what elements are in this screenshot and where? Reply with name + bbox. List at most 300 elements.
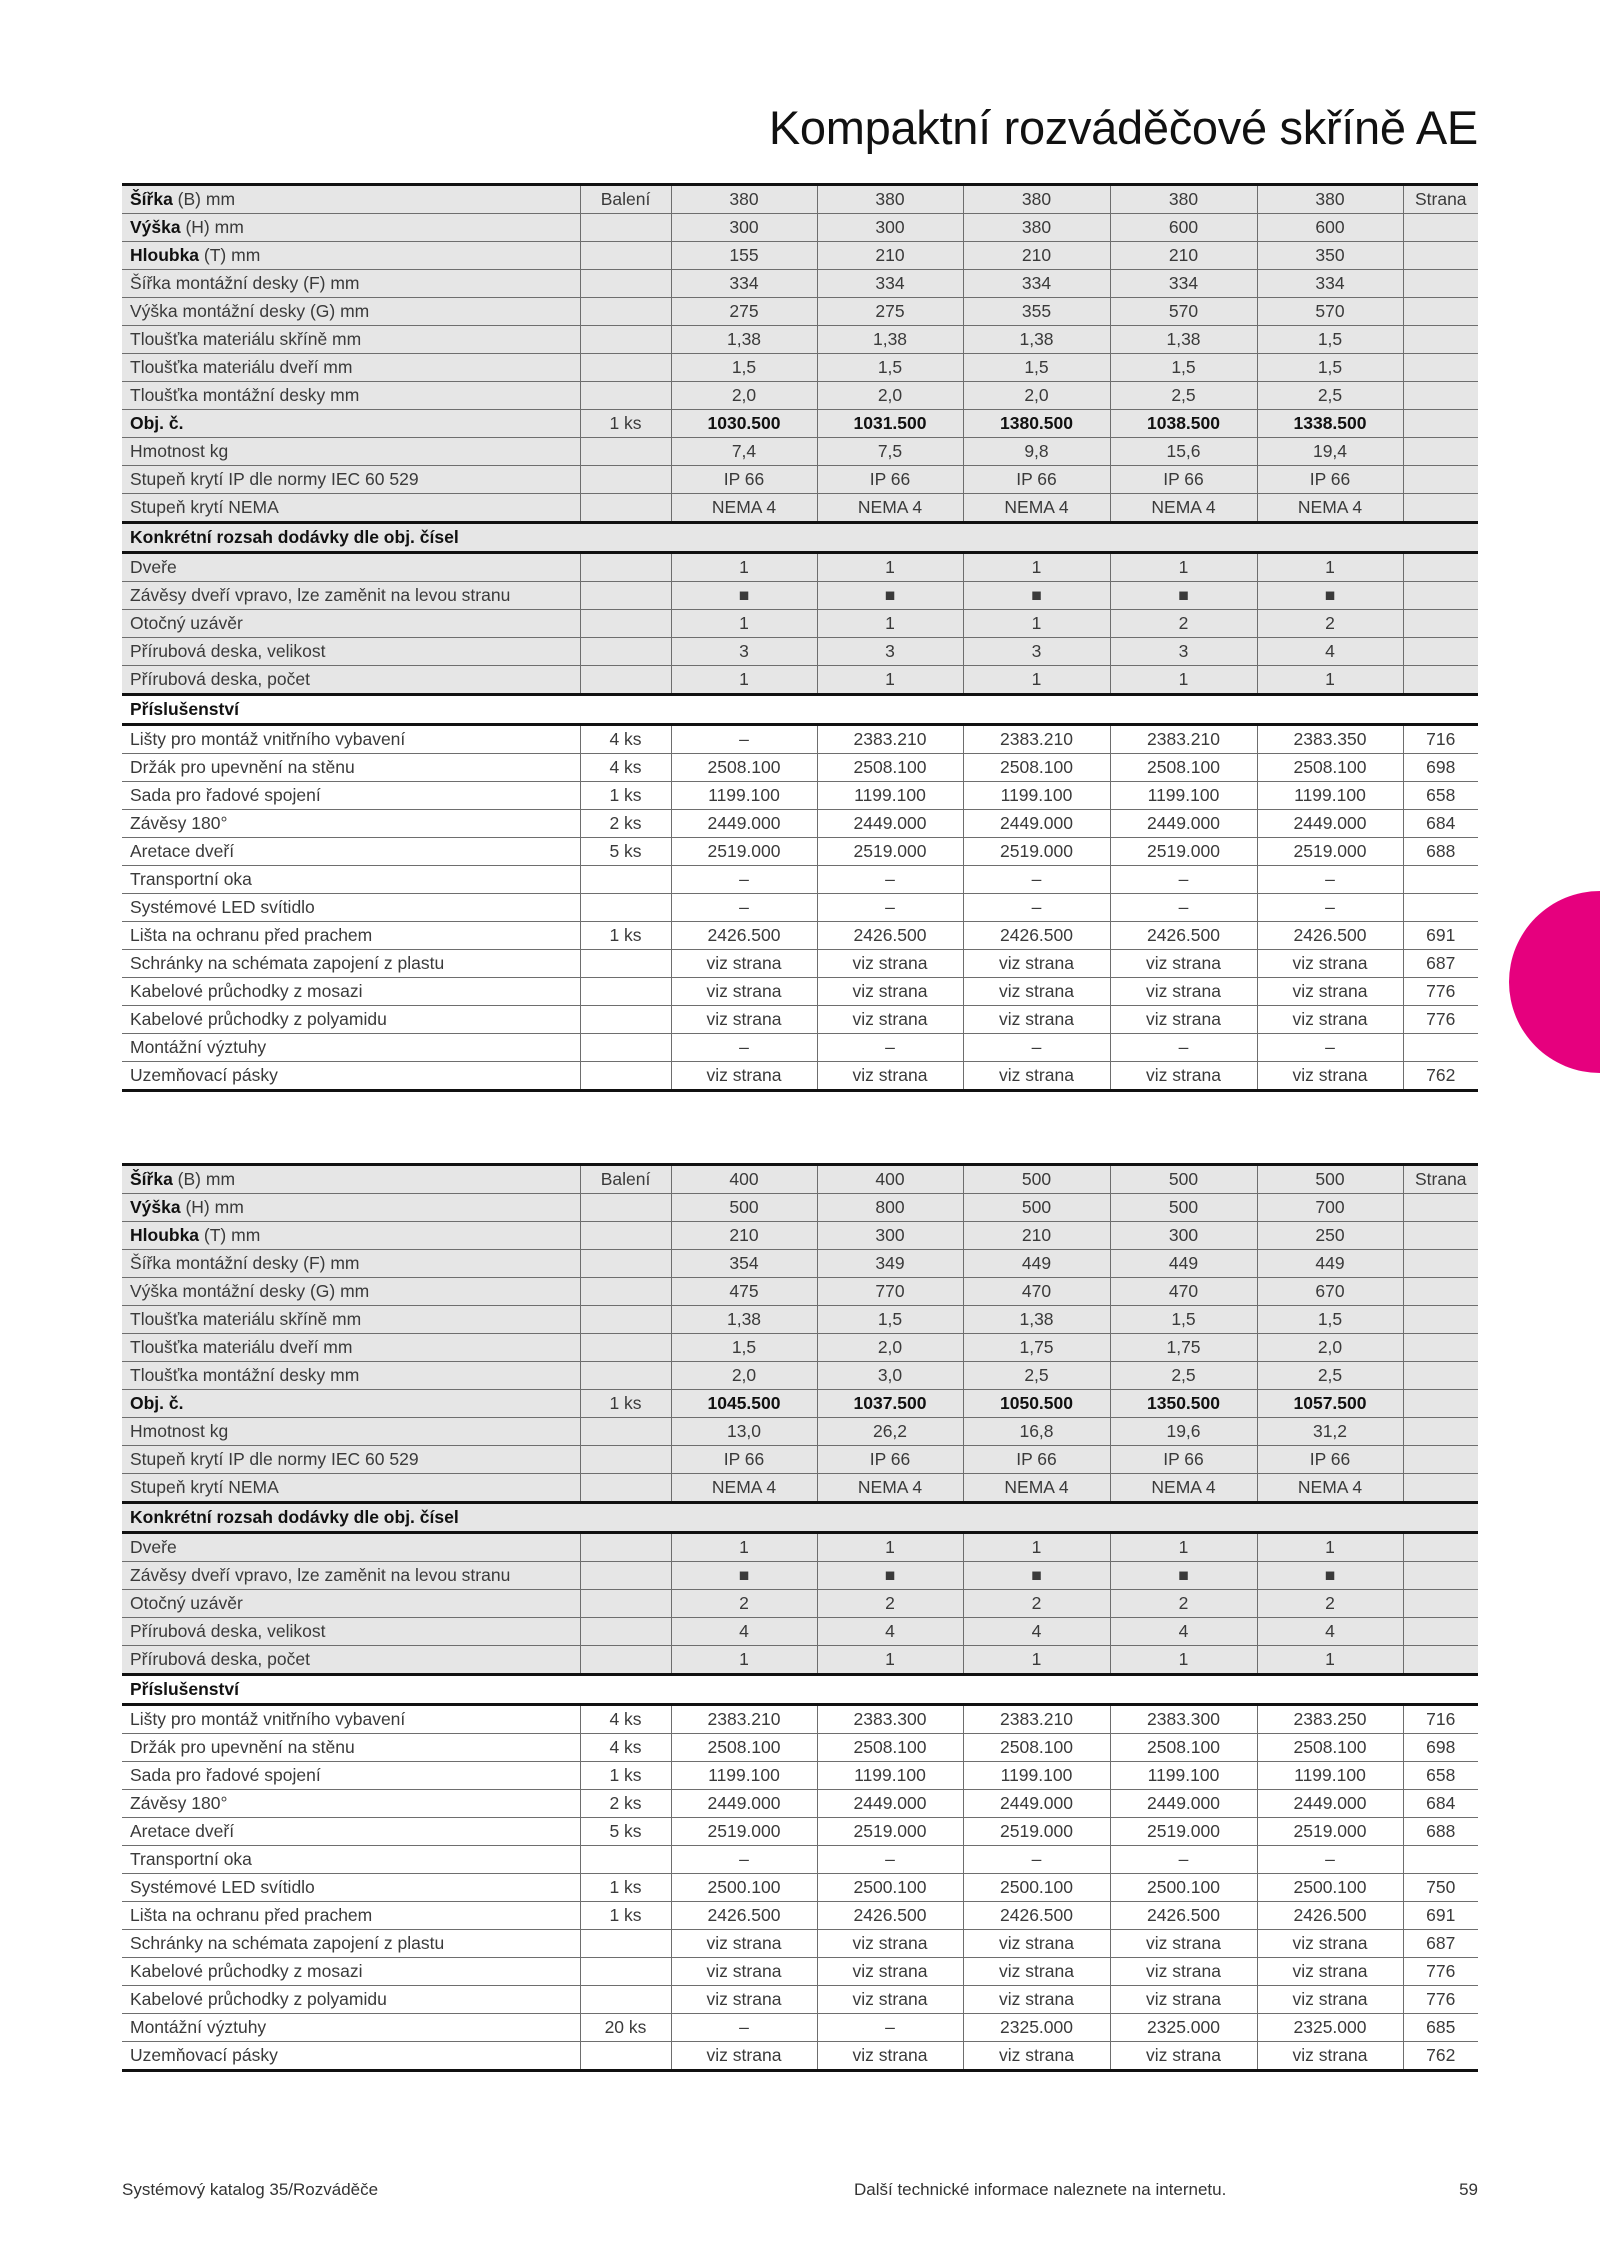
value-cell: viz strana	[817, 1958, 963, 1986]
row-label-text: (B) mm	[172, 189, 236, 209]
value-cell: 2,0	[1257, 1334, 1403, 1362]
page-ref-cell: 684	[1403, 810, 1478, 838]
value-cell: 2449.000	[1110, 810, 1257, 838]
value-cell: 2,5	[1110, 382, 1257, 410]
value-cell: 2426.500	[963, 922, 1110, 950]
row-label-text: Montážní výztuhy	[130, 2017, 267, 2037]
value-cell: 2325.000	[1110, 2014, 1257, 2042]
value-cell: ■	[671, 1562, 817, 1590]
value-cell: 3,0	[817, 1362, 963, 1390]
table-row	[122, 810, 1478, 838]
value-cell: 15,6	[1110, 438, 1257, 466]
value-cell: NEMA 4	[1257, 494, 1403, 523]
row-label-text: Stupeň krytí IP dle normy IEC 60 529	[130, 469, 419, 489]
value-cell: 350	[1257, 242, 1403, 270]
packaging-cell: 1 ks	[580, 1874, 671, 1902]
row-label	[122, 1306, 580, 1334]
value-cell: 500	[1110, 1165, 1257, 1194]
value-cell: 600	[1110, 214, 1257, 242]
row-label-text: Hmotnost kg	[130, 441, 229, 461]
value-cell: 2325.000	[1257, 2014, 1403, 2042]
value-cell: 2,5	[1257, 382, 1403, 410]
row-label-text: Lišta na ochranu před prachem	[130, 925, 373, 945]
value-cell: 400	[817, 1165, 963, 1194]
row-label-text: Přírubová deska, počet	[130, 1649, 310, 1669]
value-cell: 4	[817, 1618, 963, 1646]
page-ref-cell	[1403, 1646, 1478, 1675]
table-row	[122, 1006, 1478, 1034]
value-cell: 1	[1257, 1646, 1403, 1675]
value-cell: –	[817, 894, 963, 922]
value-cell: 1,5	[671, 1334, 817, 1362]
table-row	[122, 438, 1478, 466]
table-row	[122, 382, 1478, 410]
packaging-cell: 20 ks	[580, 2014, 671, 2042]
value-cell: 1199.100	[963, 1762, 1110, 1790]
value-cell: 1	[963, 610, 1110, 638]
value-cell: –	[963, 866, 1110, 894]
page-ref-cell	[1403, 1418, 1478, 1446]
value-cell: IP 66	[817, 1446, 963, 1474]
table-row	[122, 866, 1478, 894]
row-label-bold: Hloubka	[130, 1225, 200, 1245]
value-cell: 1031.500	[817, 410, 963, 438]
value-cell: 1,38	[671, 1306, 817, 1334]
value-cell: –	[1257, 1846, 1403, 1874]
value-cell: 2	[1257, 610, 1403, 638]
value-cell: viz strana	[1110, 1930, 1257, 1958]
value-cell: –	[817, 1034, 963, 1062]
value-cell: 2449.000	[671, 1790, 817, 1818]
packaging-cell	[580, 582, 671, 610]
row-label-text: (B) mm	[172, 1169, 236, 1189]
table-row	[122, 214, 1478, 242]
value-cell: 2500.100	[963, 1874, 1110, 1902]
value-cell: 380	[671, 185, 817, 214]
value-cell: 2508.100	[1110, 754, 1257, 782]
row-label-text: Přírubová deska, velikost	[130, 1621, 326, 1641]
page-ref-cell	[1403, 1278, 1478, 1306]
packaging-cell: 1 ks	[580, 1762, 671, 1790]
packaging-cell	[580, 1562, 671, 1590]
page-ref-cell: 684	[1403, 1790, 1478, 1818]
packaging-cell	[580, 382, 671, 410]
value-cell: viz strana	[1110, 978, 1257, 1006]
value-cell: 354	[671, 1250, 817, 1278]
table-row	[122, 782, 1478, 810]
value-cell: ■	[817, 1562, 963, 1590]
value-cell: 1050.500	[963, 1390, 1110, 1418]
section-heading: Konkrétní rozsah dodávky dle obj. čísel	[122, 1503, 1478, 1533]
row-label	[122, 894, 580, 922]
row-label-text: Držák pro upevnění na stěnu	[130, 757, 355, 777]
row-label	[122, 298, 580, 326]
page-ref-cell: 776	[1403, 1958, 1478, 1986]
value-cell: 4	[963, 1618, 1110, 1646]
table-row	[122, 754, 1478, 782]
row-label-text: Transportní oka	[130, 1849, 252, 1869]
value-cell: 2449.000	[817, 1790, 963, 1818]
value-cell: viz strana	[963, 1930, 1110, 1958]
value-cell: 2449.000	[671, 810, 817, 838]
row-label	[122, 1062, 580, 1091]
value-cell: 19,4	[1257, 438, 1403, 466]
value-cell: 2383.210	[671, 1705, 817, 1734]
packaging-cell	[580, 438, 671, 466]
value-cell: 380	[963, 185, 1110, 214]
row-label	[122, 1930, 580, 1958]
value-cell: 2449.000	[1257, 810, 1403, 838]
row-label	[122, 438, 580, 466]
page-title: Kompaktní rozváděčové skříně AE	[768, 101, 1478, 154]
table-row	[122, 1762, 1478, 1790]
value-cell: 1	[671, 1646, 817, 1675]
packaging-cell: Balení	[580, 185, 671, 214]
row-label	[122, 950, 580, 978]
value-cell: 570	[1110, 298, 1257, 326]
page-ref-cell: 762	[1403, 2042, 1478, 2071]
value-cell: 210	[671, 1222, 817, 1250]
page-ref-cell	[1403, 582, 1478, 610]
value-cell: 470	[963, 1278, 1110, 1306]
row-label	[122, 1006, 580, 1034]
value-cell: viz strana	[1110, 1062, 1257, 1091]
value-cell: 1199.100	[1257, 782, 1403, 810]
value-cell: 2	[1110, 610, 1257, 638]
table-row	[122, 1846, 1478, 1874]
page-ref-cell: 687	[1403, 1930, 1478, 1958]
value-cell: 210	[963, 242, 1110, 270]
packaging-cell	[580, 1194, 671, 1222]
value-cell: viz strana	[1110, 2042, 1257, 2071]
value-cell: 2519.000	[963, 1818, 1110, 1846]
value-cell: 2519.000	[963, 838, 1110, 866]
value-cell: 334	[1257, 270, 1403, 298]
page-ref-cell: 658	[1403, 1762, 1478, 1790]
table-row	[122, 2014, 1478, 2042]
row-label-text: Aretace dveří	[130, 1821, 235, 1841]
packaging-cell	[580, 1618, 671, 1646]
row-label-text: Hmotnost kg	[130, 1421, 229, 1441]
row-label-text: Schránky na schémata zapojení z plastu	[130, 1933, 445, 1953]
table-row	[122, 1618, 1478, 1646]
row-label-text: (H) mm	[180, 217, 244, 237]
value-cell: 4	[1257, 638, 1403, 666]
table-row	[122, 838, 1478, 866]
row-label	[122, 553, 580, 582]
table-row	[122, 1250, 1478, 1278]
value-cell: 250	[1257, 1222, 1403, 1250]
value-cell: 2508.100	[671, 1734, 817, 1762]
page-ref-cell: 688	[1403, 1818, 1478, 1846]
packaging-cell	[580, 1958, 671, 1986]
table-row	[122, 978, 1478, 1006]
packaging-cell	[580, 1446, 671, 1474]
packaging-cell: 1 ks	[580, 1902, 671, 1930]
table-row	[122, 1062, 1478, 1091]
packaging-cell	[580, 1334, 671, 1362]
value-cell: 2519.000	[817, 838, 963, 866]
value-cell: 2519.000	[1257, 1818, 1403, 1846]
page-ref-cell	[1403, 1533, 1478, 1562]
value-cell: 300	[817, 1222, 963, 1250]
row-label-text: Dveře	[130, 557, 177, 577]
table-row	[122, 1222, 1478, 1250]
value-cell: 1,38	[963, 1306, 1110, 1334]
row-label	[122, 1818, 580, 1846]
value-cell: viz strana	[817, 1930, 963, 1958]
value-cell: 2500.100	[817, 1874, 963, 1902]
section-scope	[122, 523, 1478, 553]
value-cell: 2426.500	[1110, 922, 1257, 950]
value-cell: 1,38	[671, 326, 817, 354]
page-ref-cell: 750	[1403, 1874, 1478, 1902]
value-cell: 1,5	[1257, 1306, 1403, 1334]
row-label	[122, 638, 580, 666]
packaging-cell: 1 ks	[580, 410, 671, 438]
value-cell: 1380.500	[963, 410, 1110, 438]
packaging-cell	[580, 894, 671, 922]
value-cell: viz strana	[671, 1006, 817, 1034]
row-label	[122, 1278, 580, 1306]
footer-catalog: Systémový katalog 35/Rozváděče	[122, 2180, 379, 2199]
value-cell: 1,5	[817, 354, 963, 382]
row-label	[122, 382, 580, 410]
table-row	[122, 354, 1478, 382]
row-label-bold: Šířka	[130, 1169, 173, 1189]
page-ref-cell	[1403, 326, 1478, 354]
value-cell: 334	[963, 270, 1110, 298]
row-label-text: (T) mm	[199, 1225, 261, 1245]
value-cell: 500	[671, 1194, 817, 1222]
row-label-bold: Obj. č.	[130, 413, 184, 433]
spec-table-2	[122, 1163, 1478, 2072]
row-label	[122, 1646, 580, 1675]
value-cell: 2500.100	[1110, 1874, 1257, 1902]
row-label-text: (T) mm	[199, 245, 261, 265]
value-cell: 16,8	[963, 1418, 1110, 1446]
value-cell: 31,2	[1257, 1418, 1403, 1446]
value-cell: 1,5	[671, 354, 817, 382]
value-cell: IP 66	[671, 1446, 817, 1474]
value-cell: –	[1110, 894, 1257, 922]
value-cell: –	[1110, 866, 1257, 894]
value-cell: 380	[1110, 185, 1257, 214]
value-cell: 334	[817, 270, 963, 298]
value-cell: 500	[1110, 1194, 1257, 1222]
value-cell: 7,5	[817, 438, 963, 466]
page-ref-cell	[1403, 298, 1478, 326]
row-label	[122, 1762, 580, 1790]
row-label	[122, 242, 580, 270]
table-row	[122, 1874, 1478, 1902]
packaging-cell	[580, 1646, 671, 1675]
value-cell: viz strana	[671, 1986, 817, 2014]
page-ref-cell: 776	[1403, 1986, 1478, 2014]
footer-info: Další technické informace naleznete na internetu.	[854, 2180, 1227, 2199]
value-cell: viz strana	[963, 950, 1110, 978]
row-label-text: Tloušťka montážní desky mm	[130, 385, 360, 405]
value-cell: –	[671, 894, 817, 922]
value-cell: 3	[1110, 638, 1257, 666]
value-cell: 449	[1257, 1250, 1403, 1278]
row-label	[122, 410, 580, 438]
row-label-text: Tloušťka materiálu dveří mm	[130, 357, 353, 377]
row-label	[122, 1034, 580, 1062]
table-row	[122, 1446, 1478, 1474]
value-cell: 1,38	[817, 326, 963, 354]
value-cell: 500	[963, 1194, 1110, 1222]
page-ref-cell: 716	[1403, 725, 1478, 754]
section-accessories	[122, 695, 1478, 725]
value-cell: 300	[817, 214, 963, 242]
page-ref-cell	[1403, 1222, 1478, 1250]
page-ref-cell: 685	[1403, 2014, 1478, 2042]
value-cell: 349	[817, 1250, 963, 1278]
row-label	[122, 1790, 580, 1818]
value-cell: viz strana	[817, 2042, 963, 2071]
section-accessories	[122, 1675, 1478, 1705]
value-cell: viz strana	[671, 1930, 817, 1958]
value-cell: 1199.100	[1110, 1762, 1257, 1790]
value-cell: 2508.100	[817, 1734, 963, 1762]
value-cell: –	[671, 1846, 817, 1874]
row-label	[122, 2042, 580, 2071]
section-heading: Příslušenství	[122, 1675, 1478, 1705]
packaging-cell	[580, 866, 671, 894]
row-label	[122, 978, 580, 1006]
row-label-bold: Výška	[130, 1197, 181, 1217]
value-cell: 449	[1110, 1250, 1257, 1278]
value-cell: 1	[671, 553, 817, 582]
packaging-cell	[580, 1222, 671, 1250]
row-label-text: Otočný uzávěr	[130, 613, 243, 633]
value-cell: 2449.000	[1257, 1790, 1403, 1818]
table-row	[122, 242, 1478, 270]
value-cell: 1045.500	[671, 1390, 817, 1418]
accent-tab-marker	[1509, 891, 1600, 1073]
section-heading: Příslušenství	[122, 695, 1478, 725]
row-label-text: Tloušťka materiálu dveří mm	[130, 1337, 353, 1357]
page-ref-cell	[1403, 1034, 1478, 1062]
table-row	[122, 1562, 1478, 1590]
row-label-text: Závěsy 180°	[130, 813, 228, 833]
value-cell: 210	[817, 242, 963, 270]
spec-table-1	[122, 183, 1478, 1092]
row-label	[122, 838, 580, 866]
value-cell: IP 66	[963, 1446, 1110, 1474]
value-cell: 1	[671, 666, 817, 695]
packaging-cell	[580, 1590, 671, 1618]
page-ref-cell	[1403, 354, 1478, 382]
value-cell: 1,5	[1110, 354, 1257, 382]
table-row	[122, 1958, 1478, 1986]
row-label-text: Přírubová deska, počet	[130, 669, 310, 689]
table-row	[122, 1362, 1478, 1390]
value-cell: 380	[963, 214, 1110, 242]
table-row	[122, 2042, 1478, 2071]
value-cell: viz strana	[963, 1006, 1110, 1034]
value-cell: 2508.100	[671, 754, 817, 782]
value-cell: 800	[817, 1194, 963, 1222]
value-cell: 1	[963, 1533, 1110, 1562]
value-cell: –	[1110, 1846, 1257, 1874]
packaging-cell	[580, 978, 671, 1006]
packaging-cell	[580, 466, 671, 494]
row-label-text: Systémové LED svítidlo	[130, 897, 315, 917]
value-cell: 210	[1110, 242, 1257, 270]
row-label	[122, 1562, 580, 1590]
value-cell: 3	[817, 638, 963, 666]
page-ref-cell: 691	[1403, 922, 1478, 950]
row-label	[122, 582, 580, 610]
table-row	[122, 582, 1478, 610]
value-cell: 3	[671, 638, 817, 666]
row-label-bold: Šířka	[130, 189, 173, 209]
packaging-cell: 1 ks	[580, 782, 671, 810]
row-label-text: Stupeň krytí NEMA	[130, 497, 279, 517]
page-ref-cell	[1403, 866, 1478, 894]
value-cell: 1338.500	[1257, 410, 1403, 438]
value-cell: 2449.000	[963, 810, 1110, 838]
row-label-bold: Hloubka	[130, 245, 200, 265]
table-row	[122, 466, 1478, 494]
value-cell: viz strana	[817, 978, 963, 1006]
row-label	[122, 1986, 580, 2014]
packaging-cell	[580, 1418, 671, 1446]
value-cell: ■	[963, 582, 1110, 610]
value-cell: 2383.210	[817, 725, 963, 754]
value-cell: 7,4	[671, 438, 817, 466]
value-cell: viz strana	[1257, 1006, 1403, 1034]
row-label-text: Stupeň krytí NEMA	[130, 1477, 279, 1497]
value-cell: –	[1257, 894, 1403, 922]
value-cell: 2,0	[671, 1362, 817, 1390]
value-cell: 2519.000	[817, 1818, 963, 1846]
table-row	[122, 1986, 1478, 2014]
value-cell: 1199.100	[817, 1762, 963, 1790]
section-heading: Konkrétní rozsah dodávky dle obj. čísel	[122, 523, 1478, 553]
value-cell: viz strana	[1257, 1930, 1403, 1958]
table-row	[122, 1590, 1478, 1618]
row-label-text: Závěsy dveří vpravo, lze zaměnit na levou stranu	[130, 1565, 511, 1585]
row-label-text: Systémové LED svítidlo	[130, 1877, 315, 1897]
packaging-cell	[580, 326, 671, 354]
value-cell: ■	[1110, 582, 1257, 610]
value-cell: 2426.500	[817, 1902, 963, 1930]
value-cell: ■	[1257, 1562, 1403, 1590]
value-cell: IP 66	[1110, 466, 1257, 494]
value-cell: NEMA 4	[1257, 1474, 1403, 1503]
value-cell: 1,75	[963, 1334, 1110, 1362]
value-cell: 2519.000	[1257, 838, 1403, 866]
value-cell: IP 66	[1257, 466, 1403, 494]
table-row	[122, 410, 1478, 438]
value-cell: NEMA 4	[817, 494, 963, 523]
table-row	[122, 1306, 1478, 1334]
row-label-text: Lišty pro montáž vnitřního vybavení	[130, 1709, 406, 1729]
value-cell: 2449.000	[817, 810, 963, 838]
value-cell: viz strana	[1257, 1958, 1403, 1986]
value-cell: 2,5	[1257, 1362, 1403, 1390]
page-ref-cell	[1403, 1846, 1478, 1874]
row-label	[122, 1533, 580, 1562]
value-cell: 1199.100	[1110, 782, 1257, 810]
value-cell: 3	[963, 638, 1110, 666]
value-cell: IP 66	[817, 466, 963, 494]
row-label	[122, 1618, 580, 1646]
value-cell: 2426.500	[817, 922, 963, 950]
